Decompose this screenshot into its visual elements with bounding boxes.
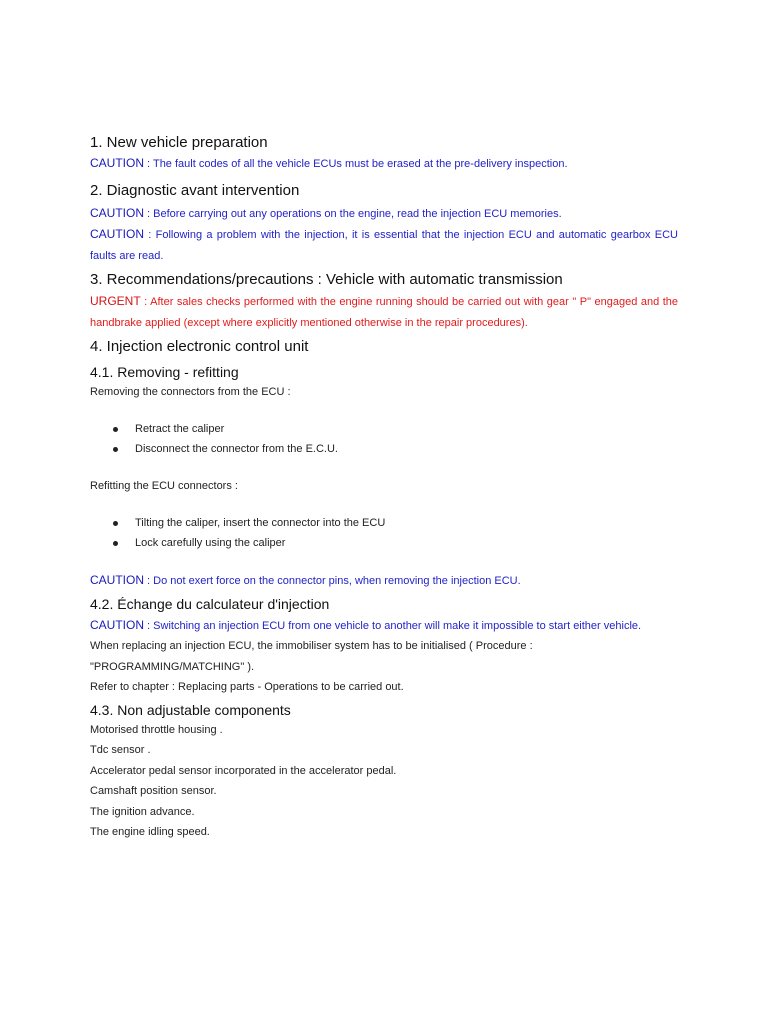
component-item: Tdc sensor . <box>90 744 151 757</box>
bullet-icon <box>113 541 118 546</box>
section-3-urgent <box>90 291 678 333</box>
component-item: Camshaft position sensor. <box>90 785 217 798</box>
caution-label: CAUTION <box>90 227 144 241</box>
caution-text: : The fault codes of all the vehicle ECUs must be erased at the pre-delivery inspection. <box>144 158 568 170</box>
subsection-4-2-title: 4.2. Échange du calculateur d'injection <box>90 595 330 612</box>
refitting-steps-list <box>90 513 678 555</box>
removing-steps-list <box>90 419 678 461</box>
caution-text: : Following a problem with the injection, it is essential that the injection ECU and automatic gearbox ECU faults are read. <box>90 229 678 262</box>
section-2-caution-2 <box>90 224 678 266</box>
spacer <box>90 403 678 419</box>
section-2-title: 2. Diagnostic avant intervention <box>90 181 300 199</box>
urgent-label: URGENT <box>90 294 141 308</box>
spacer <box>90 554 678 570</box>
spacer <box>90 460 678 476</box>
section-1-title: 1. New vehicle preparation <box>90 134 268 151</box>
document-page <box>90 133 678 843</box>
subsection-4-1-caution <box>90 570 678 592</box>
caution-label: CAUTION <box>90 573 144 588</box>
urgent-text: : After sales checks performed with the engine running should be carried out with gear " P" engaged and the handbrake applied (except where explicitly mentioned otherwise in the repair procedures). <box>90 296 678 329</box>
bullet-icon <box>113 447 118 452</box>
caution-label: CAUTION <box>90 205 144 220</box>
component-item: The engine idling speed. <box>90 826 210 839</box>
list-item: Tilting the caliper, insert the connector into the ECU <box>90 513 678 534</box>
caution-text: : Do not exert force on the connector pins, when removing the injection ECU. <box>144 575 521 588</box>
caution-text: : Switching an injection ECU from one vehicle to another will make it impossible to start either vehicle. <box>144 619 642 632</box>
refitting-intro: Refitting the ECU connectors : <box>90 480 238 493</box>
list-item: Retract the caliper <box>90 419 678 440</box>
list-item: Disconnect the connector from the E.C.U. <box>90 439 678 460</box>
caution-label: CAUTION <box>90 617 144 632</box>
subsection-4-1-title: 4.1. Removing - refitting <box>90 364 239 380</box>
immobiliser-note: When replacing an injection ECU, the immobiliser system has to be initialised ( Procedure : "PROGRAMMING/MATCHING" ). <box>90 640 533 673</box>
caution-label: CAUTION <box>90 156 144 170</box>
bullet-icon <box>113 427 118 432</box>
section-1-caution <box>90 153 678 175</box>
subsection-4-2-caution <box>90 615 678 637</box>
removing-intro: Removing the connectors from the ECU : <box>90 386 291 398</box>
component-item: The ignition advance. <box>90 805 195 818</box>
component-item: Accelerator pedal sensor incorporated in the accelerator pedal. <box>90 764 397 777</box>
subsection-4-3-title: 4.3. Non adjustable components <box>90 701 291 718</box>
caution-text: : Before carrying out any operations on the engine, read the injection ECU memories. <box>144 207 562 220</box>
bullet-icon <box>113 521 118 526</box>
section-4-title: 4. Injection electronic control unit <box>90 338 309 355</box>
spacer <box>90 497 678 513</box>
component-item: Motorised throttle housing . <box>90 723 223 736</box>
section-2-caution-1 <box>90 203 678 225</box>
list-item: Lock carefully using the caliper <box>90 533 678 554</box>
refer-to-chapter: Refer to chapter : Replacing parts - Operations to be carried out. <box>90 681 404 694</box>
section-3-title: 3. Recommendations/precautions : Vehicle with automatic transmission <box>90 271 563 288</box>
